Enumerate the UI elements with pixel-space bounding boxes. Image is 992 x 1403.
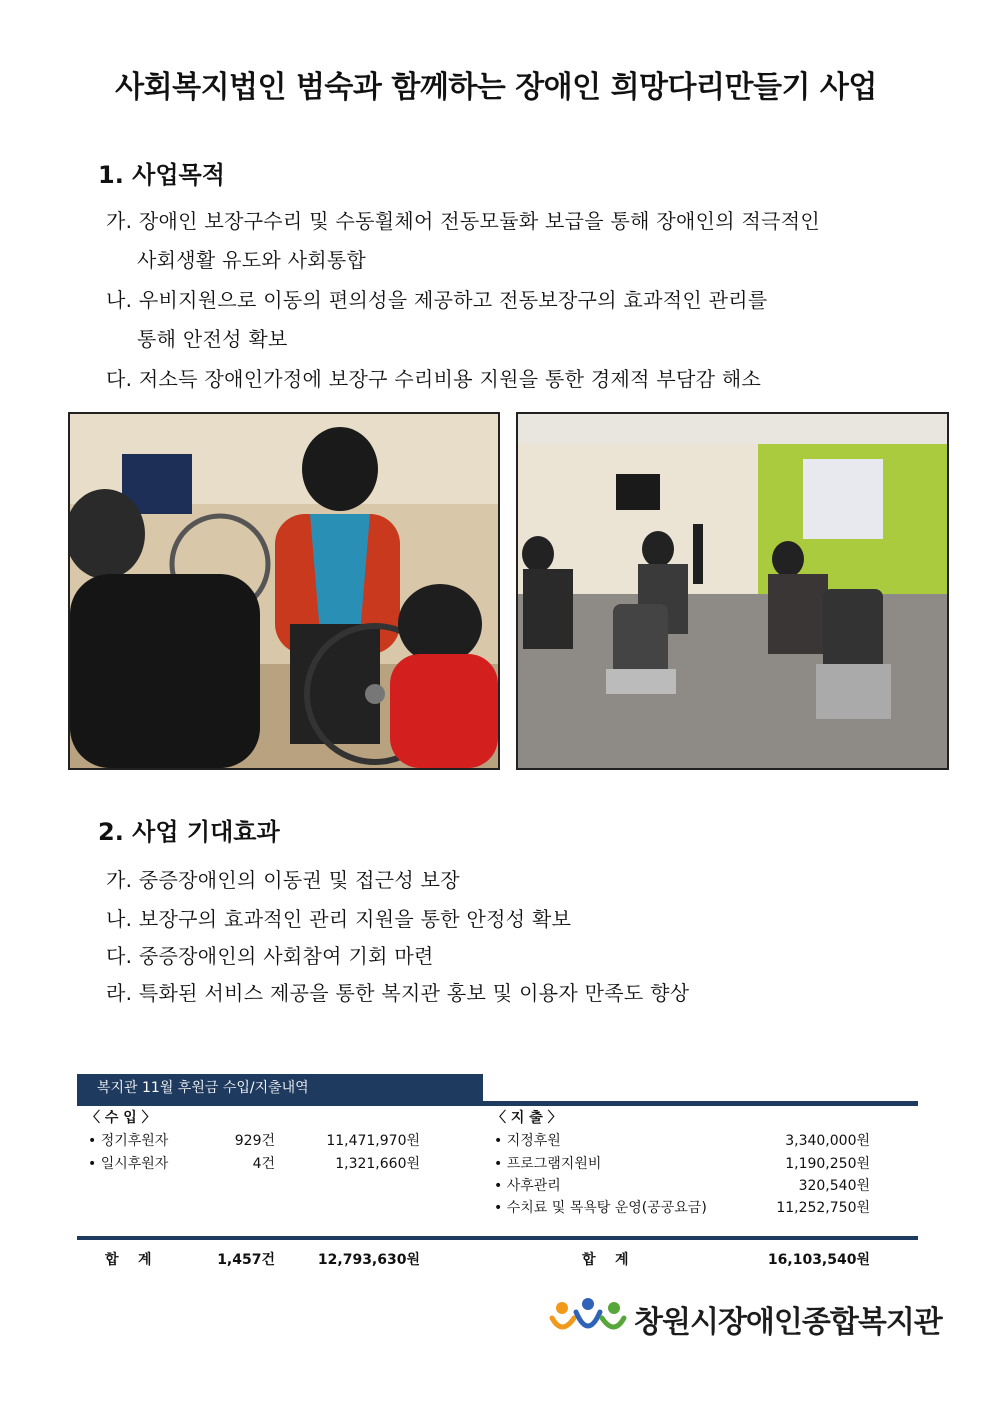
section2-line-4: 라. 특화된 서비스 제공을 통한 복지관 홍보 및 이용자 만족도 향상	[106, 981, 690, 1005]
finance-header: 복지관 11월 후원금 수입/지출내역	[77, 1074, 483, 1102]
expense-row-4-name: • 수치료 및 목욕탕 운영(공공요금)	[494, 1200, 707, 1216]
expense-total-label: 합 계	[582, 1252, 629, 1268]
income-row-1-count: 929건	[234, 1133, 275, 1149]
people-logo-icon	[548, 1296, 628, 1340]
organization-logo-text: 창원시장애인종합복지관	[634, 1305, 942, 1340]
section1-line-1: 가. 장애인 보장구수리 및 수동휠체어 전동모듈화 보급을 통해 장애인의 적극적인	[106, 209, 821, 233]
expense-row-2-amount: 1,190,250원	[785, 1156, 870, 1172]
expense-row-2-name: • 프로그램지원비	[494, 1156, 602, 1172]
expense-label: 〈 지 출 〉	[492, 1110, 562, 1126]
section2-line-1: 가. 중증장애인의 이동권 및 접근성 보장	[106, 868, 460, 892]
page-title: 사회복지법인 범숙과 함께하는 장애인 희망다리만들기 사업	[115, 70, 877, 105]
income-label: 〈 수 입 〉	[86, 1110, 156, 1126]
finance-total-rule	[77, 1236, 918, 1240]
photo-wheelchair-repair	[68, 412, 500, 770]
expense-row-4-amount: 11,252,750원	[776, 1200, 870, 1216]
expense-row-1-name: • 지정후원	[494, 1133, 561, 1149]
section1-line-4: 통해 안전성 확보	[137, 327, 288, 351]
photo-meeting-room	[516, 412, 949, 770]
section1-line-3: 나. 우비지원으로 이동의 편의성을 제공하고 전동보장구의 효과적인 관리를	[106, 288, 768, 312]
section1-heading: 1. 사업목적	[98, 161, 225, 189]
income-row-2-count: 4건	[252, 1156, 275, 1172]
income-row-1-amount: 11,471,970원	[326, 1133, 420, 1149]
income-row-2-name: • 일시후원자	[88, 1156, 169, 1172]
section1-line-2: 사회생활 유도와 사회통합	[137, 248, 367, 272]
income-total-amount: 12,793,630원	[317, 1252, 420, 1268]
section2-line-2: 나. 보장구의 효과적인 관리 지원을 통한 안정성 확보	[106, 907, 572, 931]
section2-heading: 2. 사업 기대효과	[98, 818, 280, 846]
section2-line-3: 다. 중증장애인의 사회참여 기회 마련	[106, 944, 434, 968]
income-row-2-amount: 1,321,660원	[335, 1156, 420, 1172]
expense-row-3-name: • 사후관리	[494, 1178, 561, 1194]
finance-top-rule	[77, 1101, 918, 1106]
expense-row-3-amount: 320,540원	[798, 1178, 870, 1194]
income-row-1-name: • 정기후원자	[88, 1133, 169, 1149]
section1-line-5: 다. 저소득 장애인가정에 보장구 수리비용 지원을 통한 경제적 부담감 해소	[106, 367, 762, 391]
expense-total-amount: 16,103,540원	[767, 1252, 870, 1268]
income-total-count: 1,457건	[217, 1252, 275, 1268]
expense-row-1-amount: 3,340,000원	[785, 1133, 870, 1149]
income-total-label: 합 계	[105, 1252, 152, 1268]
